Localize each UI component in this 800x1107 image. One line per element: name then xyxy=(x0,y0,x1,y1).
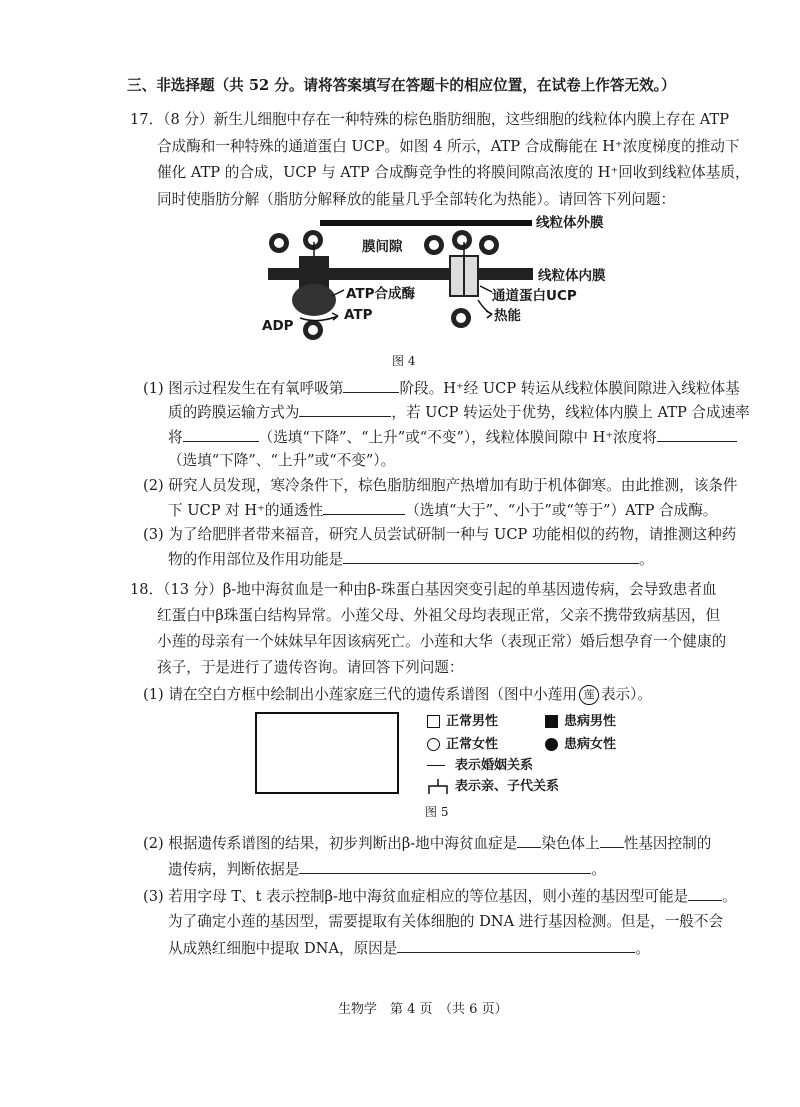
q17-p1f: （选填“下降”、“上升”或“不变”），线粒体膜间隙中 H⁺浓度将 xyxy=(258,429,657,446)
q18-part2-line1 xyxy=(143,833,711,854)
q18-p3b: 。 xyxy=(722,888,737,905)
answer-blank[interactable] xyxy=(657,427,737,442)
outer-membrane-label: 线粒体外膜 xyxy=(536,215,604,231)
q18-part2-line2 xyxy=(168,859,606,880)
q18-p2b: 染色体上 xyxy=(541,835,600,852)
answer-blank[interactable] xyxy=(600,833,624,848)
q18-p2d: 遗传病，判断依据是 xyxy=(168,861,300,878)
q17-p2c: （选填“大于”、“小于”或“等于”）ATP 合成酶。 xyxy=(405,502,718,519)
heat-label: 热能 xyxy=(494,308,521,324)
q17-p1e: 将 xyxy=(168,429,183,446)
atp-synthase-shape xyxy=(292,256,336,316)
atp-synthase-label: ATP合成酶 xyxy=(346,286,416,302)
q18-p3c: 为了确定小莲的基因型，需要提取有关体细胞的 DNA 进行基因检测。但是，一般不会 xyxy=(168,913,724,930)
q18-p3a: (3) 若用字母 T、t 表示控制β-地中海贫血症相应的等位基因，则小莲的基因型可能是 xyxy=(143,888,689,905)
legend-affected-female xyxy=(545,733,616,752)
q18-p2a: (2) 根据遗传系谱图的结果，初步判断出β-地中海贫血症是 xyxy=(143,835,518,852)
marriage-line-icon xyxy=(427,765,445,766)
q18-p1: (1) 请在空白方框中绘制出小莲家庭三代的遗传系谱图（图中小莲用 xyxy=(143,686,577,703)
q17-p2a: (2) 研究人员发现，寒冷条件下，棕色脂肪细胞产热增加有助于机体御寒。由此推测，该条件 xyxy=(143,477,738,494)
q17-p1a: (1) 图示过程发生在有氧呼吸第 xyxy=(143,380,344,397)
answer-blank[interactable] xyxy=(323,500,405,515)
q18-p2e: 。 xyxy=(591,861,606,878)
q18-line-2: 红蛋白中β珠蛋白结构异常。小莲父母、外祖父母均表现正常，父亲不携带致病基因，但 xyxy=(157,607,721,624)
q17-part1-line3 xyxy=(168,427,737,448)
figure-4-mitochondrial-membrane xyxy=(0,0,800,360)
ucp-label: 通道蛋白UCP xyxy=(492,288,577,304)
answer-blank[interactable] xyxy=(299,402,391,417)
normal-female-icon xyxy=(427,738,440,751)
legend-affected-male xyxy=(545,710,616,729)
figure-5-caption: 图 5 xyxy=(425,805,449,819)
marriage-label: 表示婚姻关系 xyxy=(455,758,534,773)
affected-male-icon xyxy=(545,715,558,728)
q17-p1d: ，若 UCP 转运处于优势，线粒体内膜上 ATP 合成速率 xyxy=(391,404,750,421)
answer-blank[interactable] xyxy=(299,859,591,874)
q17-p1b: 阶段。H⁺经 UCP 转运从线粒体膜间隙进入线粒体基 xyxy=(399,380,740,397)
pedigree-drawing-box[interactable] xyxy=(255,712,399,794)
xiaolian-symbol-char: 莲 xyxy=(583,688,595,701)
q17-part1-line2 xyxy=(168,402,750,423)
q17-line-1: 17．（8 分）新生儿细胞中存在一种特殊的棕色脂肪细胞，这些细胞的线粒体内膜上存在 ATP xyxy=(130,111,730,128)
q17-p1g: （选填“下降”、“上升”或“不变”）。 xyxy=(168,452,396,469)
legend-normal-female xyxy=(427,733,498,752)
legend-parent-child xyxy=(427,775,559,795)
q17-line-4: 同时使脂肪分解（脂肪分解释放的能量几乎全部转化为热能）。请回答下列问题： xyxy=(157,191,676,208)
q17-p3a: (3) 为了给肥胖者带来福音，研究人员尝试研制一种与 UCP 功能相似的药物，请推测这种药 xyxy=(143,526,737,543)
xiaolian-symbol xyxy=(579,685,599,705)
q18-p2c: 性基因控制的 xyxy=(623,835,712,852)
parent-child-line-icon xyxy=(427,779,449,795)
q18-p3e: 。 xyxy=(635,940,650,957)
q18-line-1: 18．（13 分）β-地中海贫血是一种由β-珠蛋白基因突变引起的单基因遗传病，会导致患者血 xyxy=(130,581,717,598)
adp-label: ADP xyxy=(262,318,294,334)
intermembrane-space-label: 膜间隙 xyxy=(362,239,403,255)
answer-blank[interactable] xyxy=(343,378,399,393)
answer-blank[interactable] xyxy=(343,549,639,564)
inner-membrane-label: 线粒体内膜 xyxy=(538,268,606,284)
q18-line-4: 孩子，于是进行了遗传咨询。请回答下列问题： xyxy=(157,659,464,676)
ucp-channel-shape xyxy=(450,256,478,296)
q17-part1-line1 xyxy=(143,378,740,399)
q17-p3c: 。 xyxy=(639,551,654,568)
normal-male-label: 正常男性 xyxy=(446,714,499,729)
outer-membrane-line xyxy=(320,220,532,226)
q18-line-3: 小莲的母亲有一个妹妹早年因该病死亡。小莲和大华（表现正常）婚后想孕育一个健康的 xyxy=(157,633,727,650)
legend-marriage xyxy=(427,754,533,773)
section-title: 三、非选择题（共 52 分。请将答案填写在答题卡的相应位置，在试卷上作答无效。） xyxy=(127,77,676,94)
q17-part2-line2 xyxy=(168,500,717,521)
answer-blank[interactable] xyxy=(517,833,541,848)
answer-blank[interactable] xyxy=(397,938,635,953)
parent-child-label: 表示亲、子代关系 xyxy=(455,779,560,794)
q17-p3b: 物的作用部位及作用功能是 xyxy=(168,551,344,568)
affected-female-icon xyxy=(545,738,558,751)
q18-part3-line1 xyxy=(143,886,737,907)
q17-p2b: 下 UCP 对 H⁺的通透性 xyxy=(168,502,324,519)
atp-label: ATP xyxy=(344,307,373,323)
q17-p1c: 质的跨膜运输方式为 xyxy=(168,404,300,421)
answer-blank[interactable] xyxy=(688,886,722,901)
q17-part3-line2 xyxy=(168,549,654,570)
page-footer: 生物学 第 4 页 （共 6 页） xyxy=(338,1002,508,1017)
figure-4-caption: 图 4 xyxy=(392,354,416,368)
q18-p3d: 从成熟红细胞中提取 DNA，原因是 xyxy=(168,940,398,957)
q18-p1end: 表示）。 xyxy=(600,686,653,703)
normal-male-icon xyxy=(427,715,440,728)
q17-line-2: 合成酶和一种特殊的通道蛋白 UCP。如图 4 所示，ATP 合成酶能在 H⁺浓度梯度的推动下 xyxy=(157,138,740,155)
normal-female-label: 正常女性 xyxy=(446,737,499,752)
legend-normal-male xyxy=(427,710,498,729)
affected-female-label: 患病女性 xyxy=(564,737,617,752)
affected-male-label: 患病男性 xyxy=(564,714,617,729)
answer-blank[interactable] xyxy=(183,427,259,442)
q18-part1 xyxy=(143,685,652,705)
q17-line-3: 催化 ATP 的合成，UCP 与 ATP 合成酶竞争性的将膜间隙高浓度的 H⁺回收到线粒体基质， xyxy=(157,164,750,181)
q18-part3-line3 xyxy=(168,938,650,959)
